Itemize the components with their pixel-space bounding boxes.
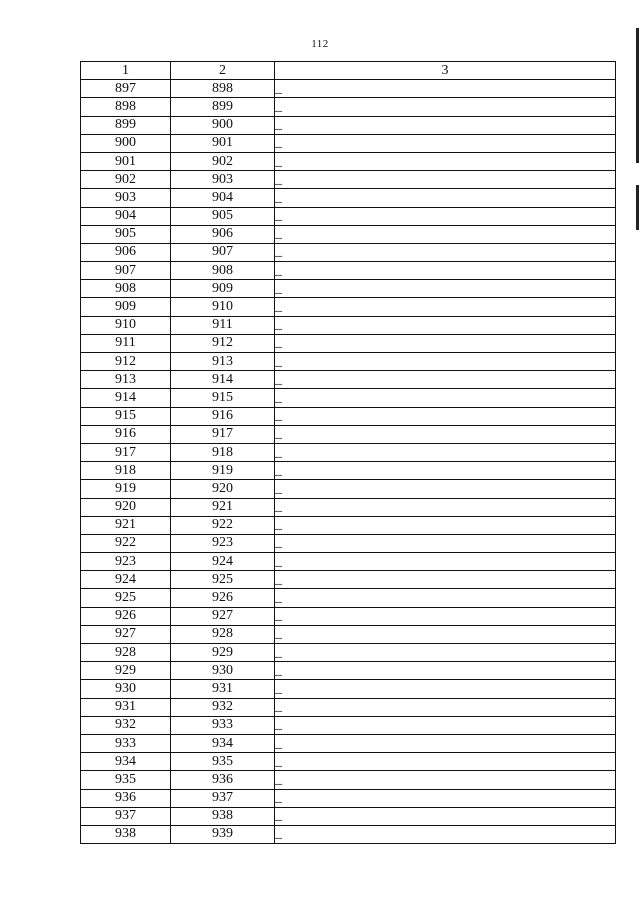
cell-col-3: _ [275,698,616,716]
cell-col-2: 931 [171,680,275,698]
cell-col-2: 920 [171,480,275,498]
cell-col-1: 928 [81,644,171,662]
cell-col-2: 900 [171,116,275,134]
cell-col-1: 898 [81,98,171,116]
cell-col-1: 909 [81,298,171,316]
cell-col-2: 901 [171,134,275,152]
cell-col-3: _ [275,389,616,407]
cell-col-3: _ [275,316,616,334]
cell-col-1: 902 [81,171,171,189]
cell-col-2: 906 [171,225,275,243]
cell-col-1: 897 [81,80,171,98]
cell-col-2: 912 [171,334,275,352]
cell-col-1: 903 [81,189,171,207]
page-number: 112 [311,38,329,50]
column-header-1: 1 [81,62,171,80]
cell-col-3: _ [275,425,616,443]
cell-col-1: 916 [81,425,171,443]
cell-col-1: 929 [81,662,171,680]
cell-col-3: _ [275,171,616,189]
cell-col-2: 902 [171,152,275,170]
cell-col-2: 917 [171,425,275,443]
cell-col-2: 914 [171,371,275,389]
cell-col-3: _ [275,116,616,134]
table-row [81,353,616,371]
cell-col-1: 912 [81,353,171,371]
cell-col-2: 929 [171,644,275,662]
cell-col-2: 919 [171,462,275,480]
cell-col-3: _ [275,134,616,152]
cell-col-1: 911 [81,334,171,352]
table-row [81,680,616,698]
cell-col-1: 908 [81,280,171,298]
cell-col-3: _ [275,734,616,752]
cell-col-3: _ [275,98,616,116]
table-row [81,116,616,134]
table-row [81,334,616,352]
cell-col-1: 930 [81,680,171,698]
cell-col-3: _ [275,571,616,589]
cell-col-3: _ [275,480,616,498]
cell-col-1: 918 [81,462,171,480]
cell-col-3: _ [275,298,616,316]
table-row [81,152,616,170]
table-row [81,134,616,152]
cell-col-3: _ [275,589,616,607]
table-row [81,171,616,189]
cell-col-2: 904 [171,189,275,207]
cell-col-3: _ [275,771,616,789]
cell-col-3: _ [275,80,616,98]
table-row [81,371,616,389]
cell-col-3: _ [275,753,616,771]
data-table [80,61,616,844]
cell-col-3: _ [275,516,616,534]
cell-col-2: 935 [171,753,275,771]
cell-col-1: 933 [81,734,171,752]
cell-col-2: 898 [171,80,275,98]
table-row [81,644,616,662]
cell-col-2: 903 [171,171,275,189]
table-row [81,553,616,571]
table-row [81,407,616,425]
cell-col-3: _ [275,716,616,734]
cell-col-3: _ [275,789,616,807]
table-body [81,80,616,844]
cell-col-1: 937 [81,807,171,825]
cell-col-3: _ [275,662,616,680]
cell-col-2: 916 [171,407,275,425]
table-row [81,225,616,243]
cell-col-1: 938 [81,825,171,843]
cell-col-2: 934 [171,734,275,752]
table-row [81,753,616,771]
cell-col-2: 911 [171,316,275,334]
table-row [81,462,616,480]
table-row [81,571,616,589]
cell-col-1: 926 [81,607,171,625]
cell-col-1: 899 [81,116,171,134]
table-row [81,298,616,316]
table-row [81,698,616,716]
table-row [81,498,616,516]
cell-col-1: 936 [81,789,171,807]
cell-col-2: 930 [171,662,275,680]
cell-col-1: 921 [81,516,171,534]
column-header-2: 2 [171,62,275,80]
table-row [81,825,616,843]
table-row [81,789,616,807]
cell-col-2: 905 [171,207,275,225]
cell-col-2: 923 [171,534,275,552]
cell-col-2: 926 [171,589,275,607]
column-header-3: 3 [275,62,616,80]
table-row [81,807,616,825]
cell-col-3: _ [275,825,616,843]
cell-col-3: _ [275,225,616,243]
cell-col-3: _ [275,644,616,662]
cell-col-1: 915 [81,407,171,425]
cell-col-2: 938 [171,807,275,825]
table-row [81,280,616,298]
cell-col-2: 928 [171,625,275,643]
cell-col-3: _ [275,334,616,352]
table-row [81,662,616,680]
table-row [81,243,616,261]
cell-col-2: 924 [171,553,275,571]
table-row [81,771,616,789]
cell-col-1: 931 [81,698,171,716]
table-row [81,589,616,607]
table-row [81,189,616,207]
table-row [81,425,616,443]
cell-col-1: 935 [81,771,171,789]
cell-col-3: _ [275,280,616,298]
table-row [81,534,616,552]
table-row [81,389,616,407]
cell-col-1: 923 [81,553,171,571]
table-row [81,625,616,643]
cell-col-3: _ [275,371,616,389]
table-header-row [81,62,616,80]
cell-col-1: 934 [81,753,171,771]
table-row [81,716,616,734]
cell-col-3: _ [275,407,616,425]
cell-col-1: 907 [81,262,171,280]
table-row [81,98,616,116]
scan-edge-mark [636,28,639,163]
cell-col-1: 932 [81,716,171,734]
cell-col-3: _ [275,534,616,552]
cell-col-2: 939 [171,825,275,843]
cell-col-3: _ [275,262,616,280]
cell-col-2: 908 [171,262,275,280]
cell-col-1: 927 [81,625,171,643]
cell-col-2: 921 [171,498,275,516]
cell-col-2: 933 [171,716,275,734]
cell-col-1: 906 [81,243,171,261]
cell-col-3: _ [275,807,616,825]
cell-col-2: 907 [171,243,275,261]
cell-col-3: _ [275,443,616,461]
cell-col-2: 922 [171,516,275,534]
table-row [81,734,616,752]
cell-col-1: 905 [81,225,171,243]
cell-col-3: _ [275,353,616,371]
table-row [81,262,616,280]
cell-col-1: 904 [81,207,171,225]
table-row [81,80,616,98]
table-row [81,480,616,498]
cell-col-2: 937 [171,789,275,807]
cell-col-2: 909 [171,280,275,298]
cell-col-3: _ [275,189,616,207]
cell-col-1: 922 [81,534,171,552]
cell-col-1: 914 [81,389,171,407]
cell-col-1: 920 [81,498,171,516]
cell-col-3: _ [275,607,616,625]
cell-col-3: _ [275,243,616,261]
cell-col-3: _ [275,462,616,480]
cell-col-1: 919 [81,480,171,498]
cell-col-2: 925 [171,571,275,589]
table-row [81,443,616,461]
cell-col-2: 932 [171,698,275,716]
cell-col-3: _ [275,498,616,516]
cell-col-3: _ [275,152,616,170]
cell-col-3: _ [275,553,616,571]
cell-col-2: 913 [171,353,275,371]
scan-edge-mark [636,185,639,230]
cell-col-2: 915 [171,389,275,407]
cell-col-3: _ [275,207,616,225]
cell-col-1: 910 [81,316,171,334]
cell-col-1: 900 [81,134,171,152]
cell-col-1: 925 [81,589,171,607]
cell-col-3: _ [275,625,616,643]
cell-col-1: 913 [81,371,171,389]
table-row [81,607,616,625]
cell-col-1: 917 [81,443,171,461]
cell-col-2: 936 [171,771,275,789]
cell-col-3: _ [275,680,616,698]
cell-col-1: 924 [81,571,171,589]
cell-col-2: 918 [171,443,275,461]
table-row [81,316,616,334]
cell-col-2: 910 [171,298,275,316]
cell-col-2: 899 [171,98,275,116]
cell-col-1: 901 [81,152,171,170]
table-row [81,207,616,225]
table-row [81,516,616,534]
cell-col-2: 927 [171,607,275,625]
